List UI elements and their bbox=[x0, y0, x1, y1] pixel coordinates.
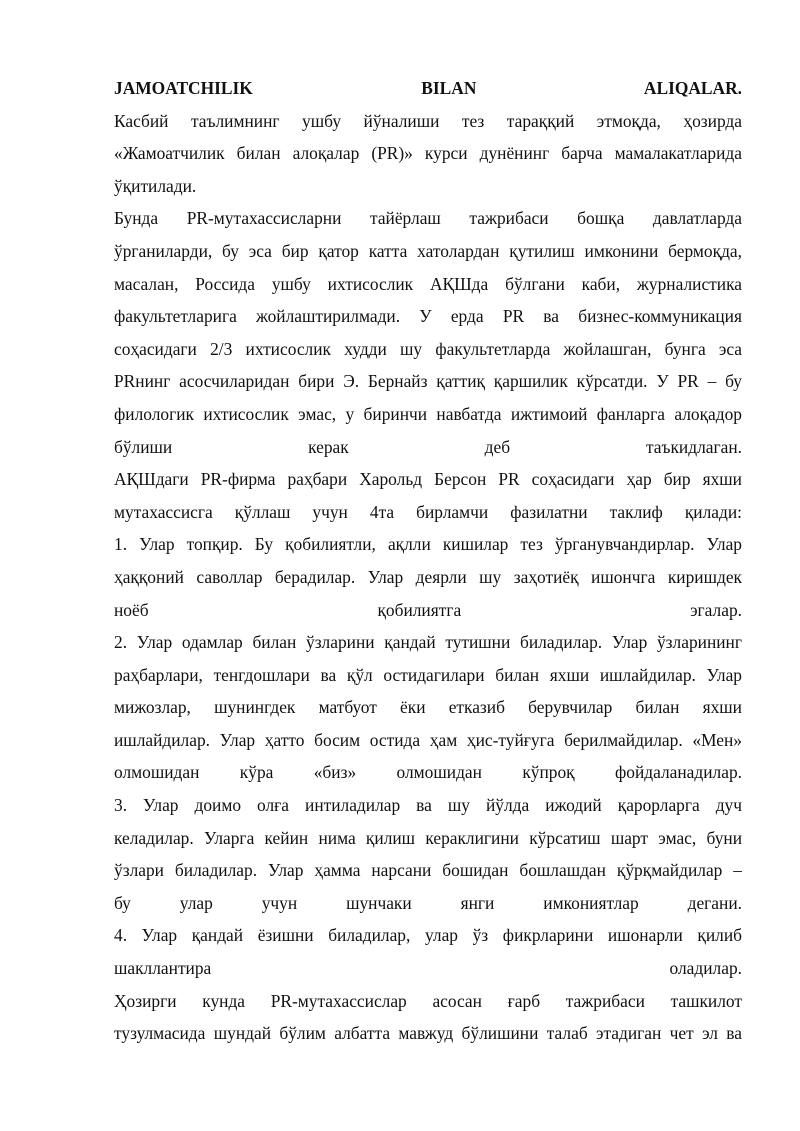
text-line: ноёб қобилиятга эгалар. bbox=[114, 599, 742, 620]
title-word: ALIQALAR. bbox=[643, 78, 742, 98]
document-title bbox=[114, 72, 742, 105]
text-line: бу улар учун шунчаки янги имкониятлар дегани. bbox=[114, 892, 742, 913]
text-line: ҳаққоний саволлар берадилар. Улар деярли шу заҳотиёқ ишончга киришдек bbox=[114, 566, 742, 587]
text-line: АҚШдаги PR-фирма раҳбари Харольд Берсон PR соҳасидаги ҳар бир яхши bbox=[114, 469, 742, 490]
text-line: раҳбарлари, тенгдошлари ва қўл остидагилари билан яхши ишлайдилар. Улар bbox=[114, 664, 742, 685]
text-line: факультетларига жойлаштирилмади. У ерда PR ва бизнес-коммуникация bbox=[114, 306, 742, 327]
text-line: бўлиши керак деб таъкидлаган. bbox=[114, 436, 742, 457]
text-line: 4. Улар қандай ёзишни биладилар, улар ўз фикрларини ишонарли қилиб bbox=[114, 925, 742, 946]
text-line: 2. Улар одамлар билан ўзларини қандай тутишни биладилар. Улар ўзларининг bbox=[114, 632, 742, 653]
text-line: «Жамоатчилик билан алоқалар (PR)» курси дунёнинг барча мамалакатларида bbox=[114, 143, 742, 164]
document-page bbox=[114, 72, 742, 1050]
title-word: JAMOATCHILIK bbox=[114, 78, 253, 98]
text-line: Бунда PR-мутахассисларни тайёрлаш тажрибаси бошқа давлатларда bbox=[114, 208, 742, 229]
text-line: ўзлари биладилар. Улар ҳамма нарсани бошидан бошлашдан қўрқмайдилар – bbox=[114, 860, 742, 881]
document-body bbox=[114, 105, 742, 1050]
text-line: соҳасидаги 2/3 ихтисослик худди шу факультетларда жойлашган, бунга эса bbox=[114, 338, 742, 359]
title-word: BILAN bbox=[421, 78, 477, 98]
text-line: ишлайдилар. Улар ҳатто босим остида ҳам ҳис-туйғуга берилмайдилар. «Мен» bbox=[114, 729, 742, 750]
text-line: мутахассисга қўллаш учун 4та бирламчи фазилатни таклиф қилади: bbox=[114, 501, 742, 522]
text-line: PRнинг асосчиларидан бири Э. Бернайз қаттиқ қаршилик кўрсатди. У PR – бу bbox=[114, 371, 742, 392]
text-line: келадилар. Уларга кейин нима қилиш кераклигини кўрсатиш шарт эмас, буни bbox=[114, 827, 742, 848]
text-line: ўқитилади. bbox=[114, 175, 197, 196]
text-line: ўрганиларди, бу эса бир қатор катта хатолардан қутилиш имконини бермоқда, bbox=[114, 240, 742, 261]
text-line: Ҳозирги кунда PR-мутахассислар асосан ғарб тажрибаси ташкилот bbox=[114, 990, 742, 1011]
text-line: масалан, Россида ушбу ихтисослик АҚШда бўлгани каби, журналистика bbox=[114, 273, 742, 294]
text-line: филологик ихтисослик эмас, у биринчи навбатда ижтимоий фанларга алоқадор bbox=[114, 403, 742, 424]
text-line: мижозлар, шунингдек матбуот ёки етказиб берувчилар билан яхши bbox=[114, 697, 742, 718]
text-line: 3. Улар доимо олға интиладилар ва шу йўлда ижодий қарорларга дуч bbox=[114, 795, 742, 816]
text-line: шакллантира оладилар. bbox=[114, 958, 742, 979]
text-line: Касбий таълимнинг ушбу йўналиши тез тараққий этмоқда, ҳозирда bbox=[114, 110, 742, 131]
text-line: олмошидан кўра «биз» олмошидан кўпроқ фойдаланадилар. bbox=[114, 762, 742, 783]
text-line: тузулмасида шундай бўлим албатта мавжуд бўлишини талаб этадиган чет эл ва bbox=[114, 1023, 742, 1044]
text-line: 1. Улар топқир. Бу қобилиятли, ақлли кишилар тез ўрганувчандирлар. Улар bbox=[114, 534, 742, 555]
